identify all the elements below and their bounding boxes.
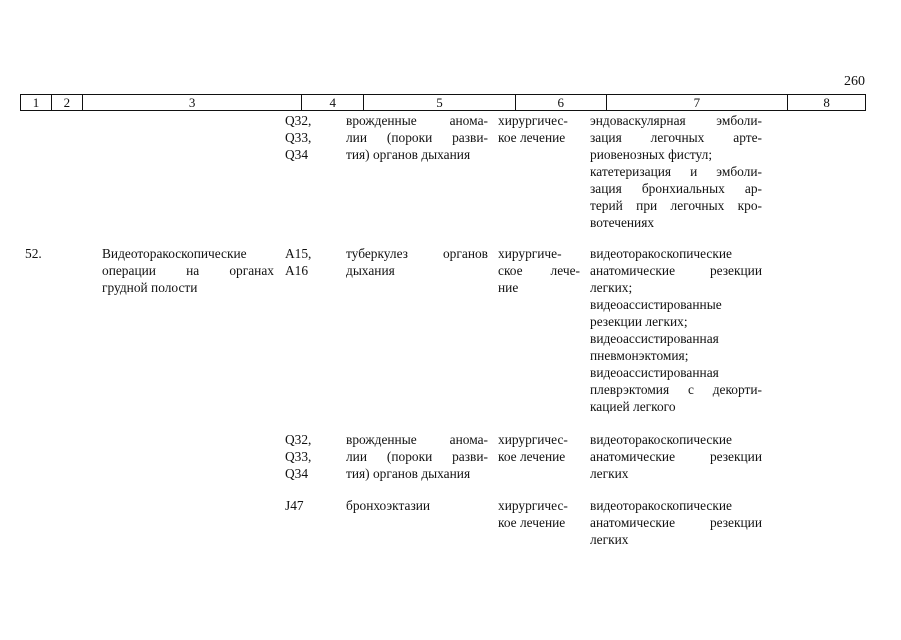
diagnosis-line: бронхоэктазии	[346, 498, 431, 513]
code-line: A16	[285, 263, 309, 278]
code-line: Q33,	[285, 449, 312, 464]
method-line: риовенозных фистул;	[590, 147, 713, 162]
method-line: анатомические резекции	[590, 263, 762, 278]
method-line: пневмонэктомия;	[590, 348, 689, 363]
method-cell	[590, 112, 762, 231]
header-col-4: 4	[302, 95, 364, 110]
procedure-name-line: Видеоторакоскопические	[102, 246, 247, 261]
diagnosis-line: лии (пороки разви-	[346, 130, 488, 145]
table-header	[20, 94, 866, 111]
treatment-line: ское лече-	[498, 263, 580, 278]
treatment-line: ние	[498, 280, 519, 295]
procedure-name-line: операции на органах	[102, 263, 274, 278]
diagnosis-line: тия) органов дыхания	[346, 466, 471, 481]
header-col-7: 7	[607, 95, 789, 110]
treatment-cell	[498, 112, 580, 146]
treatment-line: хирургиче-	[498, 246, 562, 261]
method-line: анатомические резекции	[590, 449, 762, 464]
code-cell	[285, 497, 335, 514]
page-number: 260	[844, 74, 865, 89]
method-line: легких	[590, 532, 629, 547]
method-line: зация легочных арте-	[590, 130, 762, 145]
procedure-name-cell	[102, 245, 274, 296]
header-col-3: 3	[83, 95, 302, 110]
diagnosis-line: тия) органов дыхания	[346, 147, 471, 162]
method-cell	[590, 245, 762, 415]
code-line: Q32,	[285, 113, 312, 128]
header-col-6: 6	[516, 95, 607, 110]
row-number: 52.	[25, 246, 42, 261]
diagnosis-line: лии (пороки разви-	[346, 449, 488, 464]
method-line: видеоассистированная	[590, 331, 719, 346]
method-line: кацией легкого	[590, 399, 676, 414]
method-line: видеоторакоскопические	[590, 432, 732, 447]
method-cell	[590, 431, 762, 482]
header-col-2: 2	[52, 95, 83, 110]
treatment-line: хирургичес-	[498, 113, 568, 128]
header-col-5: 5	[364, 95, 516, 110]
treatment-line: хирургичес-	[498, 498, 568, 513]
method-line: катетеризация и эмболи-	[590, 164, 762, 179]
method-line: резекции легких;	[590, 314, 688, 329]
method-line: видеоассистированная	[590, 365, 719, 380]
code-line: Q34	[285, 466, 309, 481]
diagnosis-cell	[346, 112, 488, 163]
diagnosis-cell	[346, 245, 488, 279]
method-line: вотечениях	[590, 215, 655, 230]
header-col-1: 1	[21, 95, 52, 110]
treatment-line: хирургичес-	[498, 432, 568, 447]
procedure-name-line: грудной полости	[102, 280, 198, 295]
code-line: Q34	[285, 147, 309, 162]
code-line: Q33,	[285, 130, 312, 145]
code-line: Q32,	[285, 432, 312, 447]
diagnosis-line: дыхания	[346, 263, 395, 278]
method-line: видеоассистированные	[590, 297, 722, 312]
treatment-line: кое лечение	[498, 449, 566, 464]
diagnosis-line: туберкулез органов	[346, 246, 488, 261]
method-line: зация бронхиальных ар-	[590, 181, 762, 196]
code-line: J47	[285, 498, 304, 513]
method-line: плеврэктомия с декорти-	[590, 382, 762, 397]
header-col-8: 8	[823, 95, 830, 110]
treatment-line: кое лечение	[498, 130, 566, 145]
code-cell	[285, 245, 335, 279]
code-cell	[285, 431, 335, 482]
method-line: легких	[590, 466, 629, 481]
method-line: терий при легочных кро-	[590, 198, 762, 213]
treatment-cell	[498, 497, 580, 531]
treatment-line: кое лечение	[498, 515, 566, 530]
method-line: эндоваскулярная эмболи-	[590, 113, 762, 128]
method-line: видеоторакоскопические	[590, 498, 732, 513]
code-line: A15,	[285, 246, 312, 261]
method-line: видеоторакоскопические	[590, 246, 732, 261]
method-line: анатомические резекции	[590, 515, 762, 530]
treatment-cell	[498, 245, 580, 296]
diagnosis-cell	[346, 497, 488, 514]
diagnosis-cell	[346, 431, 488, 482]
method-cell	[590, 497, 762, 548]
method-line: легких;	[590, 280, 633, 295]
code-cell	[285, 112, 335, 163]
diagnosis-line: врожденные аномa-	[346, 113, 488, 128]
diagnosis-line: врожденные анома-	[346, 432, 488, 447]
treatment-cell	[498, 431, 580, 465]
